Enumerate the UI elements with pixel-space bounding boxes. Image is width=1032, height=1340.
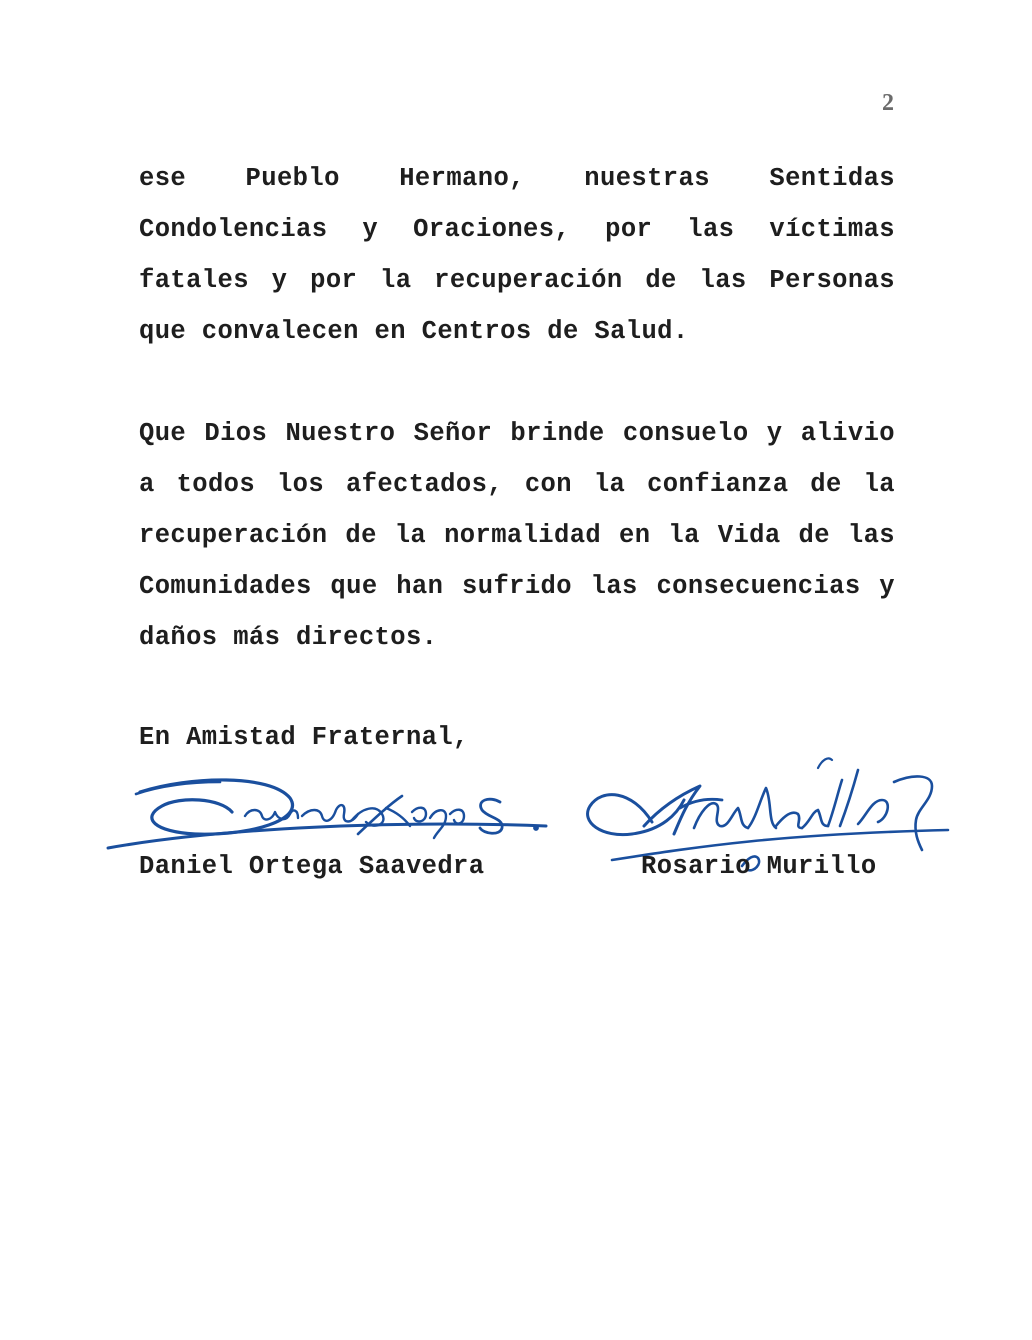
body-paragraph: Que Dios Nuestro Señor brinde consuelo y alivio a todos los afectados, con la confianza de la recuperación de la normalidad en la Vida de las Comunidades que han sufrido las consecuencias y daños más directos. [139, 419, 895, 652]
signature-daniel-ortega [100, 768, 560, 858]
page-number: 2 [882, 90, 894, 116]
signer-name-rosario-murillo: Rosario Murillo [641, 852, 877, 881]
body-paragraph: ese Pueblo Hermano, nuestras Sentidas Condolencias y Oraciones, por las víctimas fatales y por la recuperación de las Personas que convalecen en Centros de Salud. [139, 164, 895, 346]
signer-name-daniel-ortega: Daniel Ortega Saavedra [139, 852, 485, 881]
letter-body [139, 153, 895, 663]
closing-salutation: En Amistad Fraternal, [139, 723, 469, 752]
